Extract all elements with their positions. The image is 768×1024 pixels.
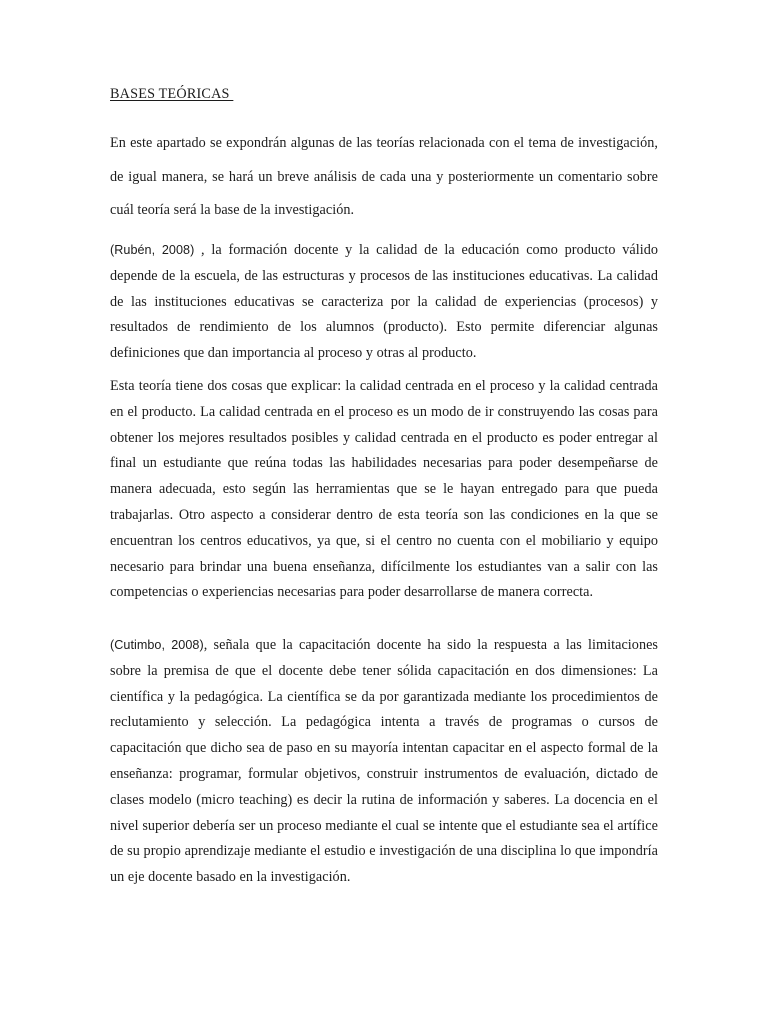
cutimbo-paragraph bbox=[110, 633, 658, 891]
section-heading: BASES TEÓRICAS bbox=[110, 86, 234, 102]
cutimbo-paragraph-text: , señala que la capacitación docente ha sido la respuesta a las limitaciones sobre la premisa de que el docente debe tener sólida capacitación en dos dimensiones: La científica y la pedagógica. La científica se da por garantizada mediante los procedimientos de reclutamiento y selección. La pedagógica intenta a través de programas o cursos de capacitación que dicho sea de paso en su mayoría intentan capacitar en el aspecto formal de la enseñanza: programar, formular objetivos, construir instrumentos de evaluación, dictado de clases modelo (micro teaching) es decir la rutina de información y saberes. La docencia en el nivel superior debería ser un proceso mediante el cual se intente que el estudiante sea el artífice de su propio aprendizaje mediante el estudio e investigación de una disciplina lo que impondría un eje docente basado en la investigación. bbox=[110, 637, 659, 886]
theory-paragraph-text: Esta teoría tiene dos cosas que explicar: la calidad centrada en el proceso y la calidad centrada en el producto. La calidad centrada en el proceso es un modo de ir construyendo las cosas para obtener los mejores resultados posibles y calidad centrada en el producto es poder entregar al final un estudiante que reúna todas las habilidades necesarias para poder desempeñarse de manera adecuada, esto según las herramientas que se le hayan entregado para que pueda trabajarlas. Otro aspecto a considerar dentro de esta teoría son las condiciones en la que se encuentran los centros educativos, ya que, si el centro no cuenta con el mobiliario y equipo necesario para brindar una buena enseñanza, difícilmente los estudiantes van a salir con las competencias o experiencias necesarias para poder desarrollarse de manera correcta. bbox=[110, 378, 658, 601]
theory-paragraph bbox=[110, 374, 658, 606]
intro-paragraph-text: En este apartado se expondrán algunas de las teorías relacionada con el tema de investigación, de igual manera, se hará un breve análisis de cada una y posteriormente un comentario sobre cuál teoría será la base de la investigación. bbox=[110, 135, 658, 218]
citation-cutimbo: (Cutimbo, 2008) bbox=[110, 638, 204, 652]
intro-paragraph bbox=[110, 127, 658, 228]
ruben-paragraph-text: , la formación docente y la calidad de la educación como producto válido depende de la escuela, de las estructuras y procesos de las instituciones educativas. La calidad de las instituciones educativas se caracteriza por la calidad de experiencias (procesos) y resultados de rendimiento de los alumnos (producto). Esto permite diferenciar algunas definiciones que dan importancia al proceso y otras al producto. bbox=[110, 242, 658, 362]
ruben-paragraph bbox=[110, 238, 658, 367]
citation-ruben: (Rubén, 2008) bbox=[110, 243, 195, 257]
